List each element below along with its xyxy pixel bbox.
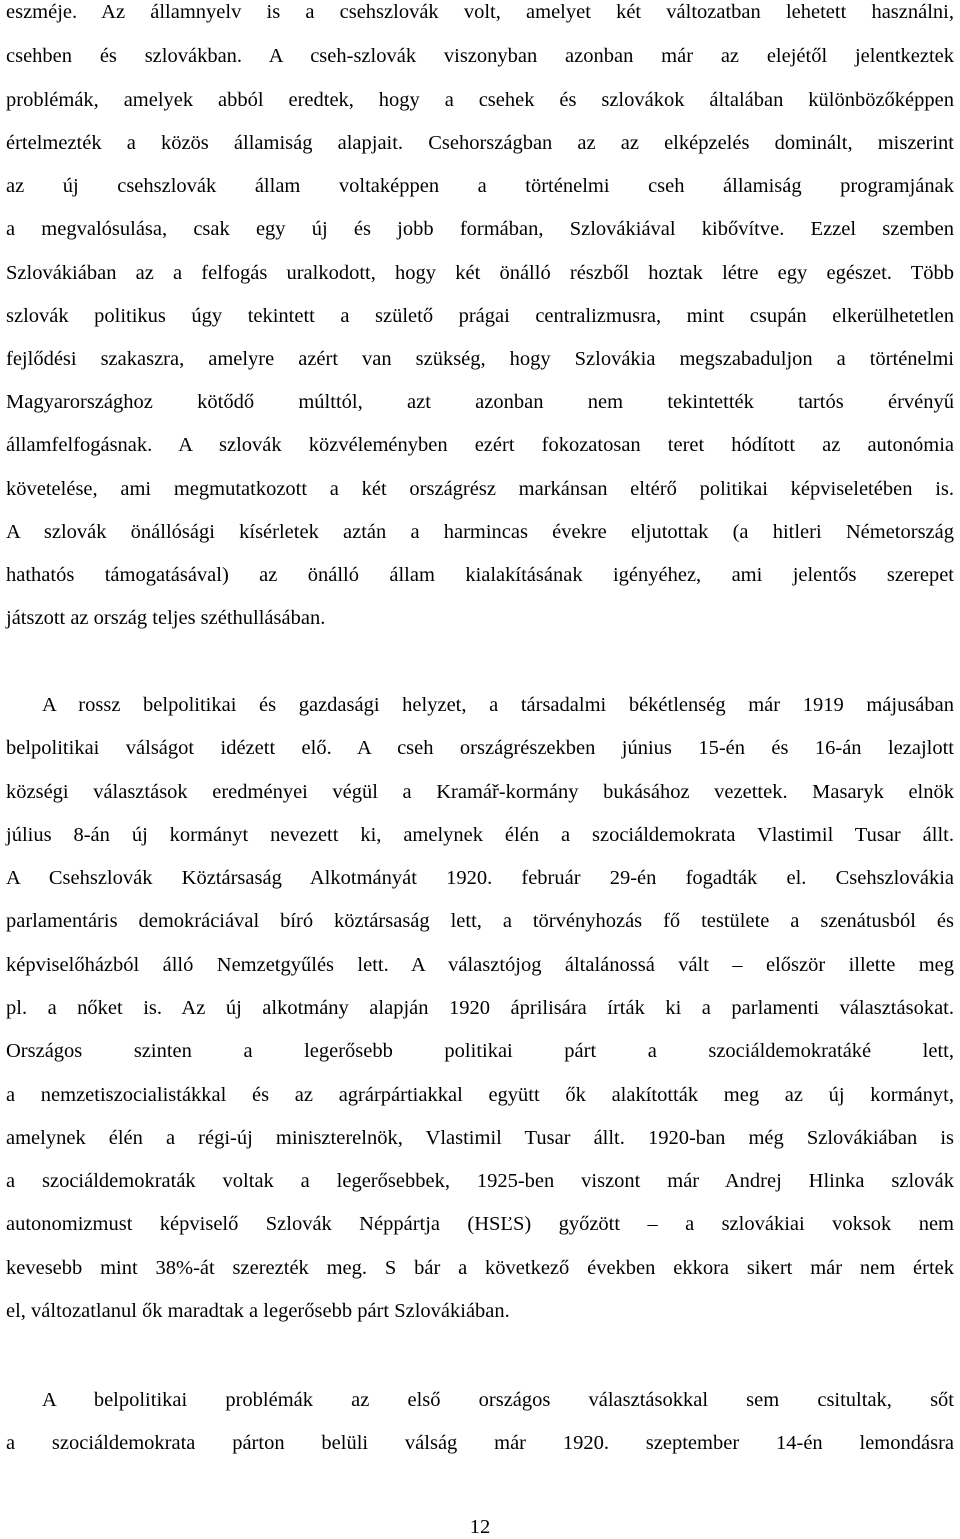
- text-line: A belpolitikai problémák az első országos választásokkal sem csitultak, sőt: [42, 1389, 954, 1411]
- text-line: az új csehszlovák állam voltaképpen a történelmi cseh államiság programjának: [6, 175, 954, 197]
- text-line: szlovák politikus úgy tekintett a születő prágai centralizmusra, mint csupán elkerülhetetlen: [6, 305, 954, 327]
- text-line: A rossz belpolitikai és gazdasági helyzet, a társadalmi békétlenség már 1919 májusában: [42, 694, 954, 716]
- page-number: 12: [469, 1516, 491, 1538]
- text-line: autonomizmust képviselő Szlovák Néppártja (HSĽS) győzött – a szlovákiai voksok nem: [6, 1213, 954, 1235]
- text-line: játszott az ország teljes széthullásában.: [6, 607, 326, 629]
- text-line: A Csehszlovák Köztársaság Alkotmányát 1920. február 29-én fogadták el. Csehszlovákia: [6, 867, 954, 889]
- text-line: amelynek élén a régi-új miniszterelnök, Vlastimil Tusar állt. 1920-ban még Szlovákiában is: [6, 1127, 954, 1149]
- text-line: A szlovák önállósági kísérletek aztán a harmincas évekre eljutottak (a hitleri Németország: [6, 521, 954, 543]
- text-line: értelmezték a közös államiság alapjait. Csehországban az az elképzelés dominált, miszerint: [6, 132, 954, 154]
- text-line: belpolitikai válságot idézett elő. A cseh országrészekben június 15-én és 16-án lezajlott: [6, 737, 954, 759]
- text-line: a szociáldemokraták voltak a legerősebbek, 1925-ben viszont már Andrej Hlinka szlovák: [6, 1170, 954, 1192]
- text-line: képviselőházból álló Nemzetgyűlés lett. A választójog általánossá vált – először illette meg: [6, 954, 954, 976]
- text-line: pl. a nőket is. Az új alkotmány alapján 1920 áprilisára írták ki a parlamenti választásokat.: [6, 997, 954, 1019]
- text-line: Magyarországhoz kötődő múlttól, azt azonban nem tekintették tartós érvényű: [6, 391, 954, 413]
- text-line: a szociáldemokrata párton belüli válság már 1920. szeptember 14-én lemondásra: [6, 1432, 954, 1454]
- text-line: követelése, ami megmutatkozott a két országrész markánsan eltérő politikai képviseletében is.: [6, 478, 954, 500]
- text-line: eszméje. Az államnyelv is a csehszlovák volt, amelyet két változatban lehetett használni,: [6, 1, 954, 23]
- text-line: a nemzetiszocialistákkal és az agrárpártiakkal együtt ők alakították meg az új kormányt,: [6, 1084, 954, 1106]
- text-line: államfelfogásnak. A szlovák közvéleményben ezért fokozatosan teret hódított az autonómia: [6, 434, 954, 456]
- text-line: kevesebb mint 38%-át szerezték meg. S bár a következő években ekkora sikert már nem értek: [6, 1257, 954, 1279]
- text-line: a megvalósulása, csak egy új és jobb formában, Szlovákiával kibővítve. Ezzel szemben: [6, 218, 954, 240]
- text-line: parlamentáris demokráciával bíró köztársaság lett, a törvényhozás fő testülete a szenátusból és: [6, 910, 954, 932]
- text-line: községi választások eredményei végül a Kramář-kormány bukásához vezettek. Masaryk elnök: [6, 781, 954, 803]
- text-line: el, változatlanul ők maradtak a legerősebb párt Szlovákiában.: [6, 1300, 510, 1322]
- text-line: hathatós támogatásával) az önálló állam kialakításának igényéhez, ami jelentős szerepet: [6, 564, 954, 586]
- text-line: Országos szinten a legerősebb politikai párt a szociáldemokratáké lett,: [6, 1040, 954, 1062]
- text-line: július 8-án új kormányt nevezett ki, amelynek élén a szociáldemokrata Vlastimil Tusar állt.: [6, 824, 954, 846]
- text-line: csehben és szlovákban. A cseh-szlovák viszonyban azonban már az elejétől jelentkeztek: [6, 45, 954, 67]
- text-line: problémák, amelyek abból eredtek, hogy a csehek és szlovákok általában különbözőképpen: [6, 89, 954, 111]
- text-line: fejlődési szakaszra, amelyre azért van szükség, hogy Szlovákia megszabaduljon a történelmi: [6, 348, 954, 370]
- text-line: Szlovákiában az a felfogás uralkodott, hogy két önálló részből hoztak létre egy egészet. Több: [6, 262, 954, 284]
